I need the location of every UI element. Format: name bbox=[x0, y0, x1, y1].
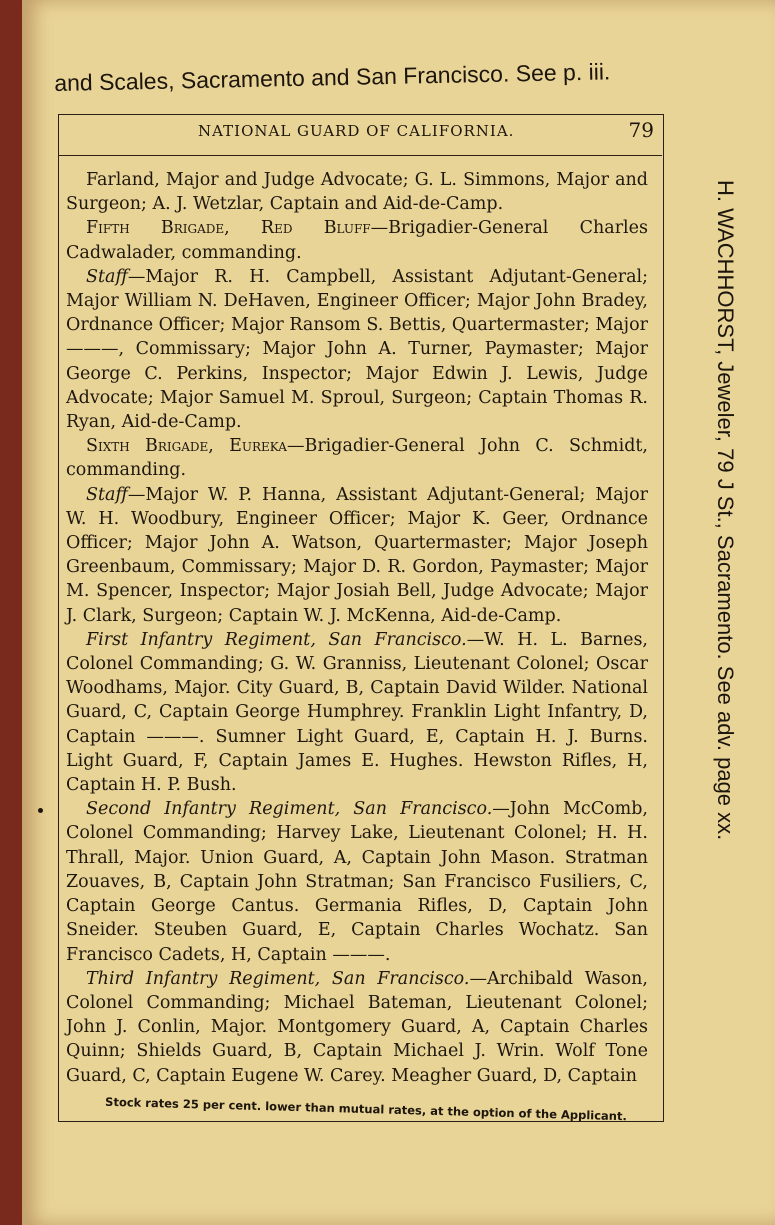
paragraph-text: —Brigadier-General Charles Cadwalader, commanding. bbox=[66, 218, 648, 263]
paragraph bbox=[66, 483, 648, 628]
paragraph bbox=[66, 797, 648, 966]
running-header bbox=[58, 118, 662, 148]
paragraph-text: —W. H. L. Barnes, Colonel Commanding; G. W. Granniss, Lieutenant Colonel; Oscar Woodhams, Major. City Guard, B, Captain David Wilder. National Guard, C, Captain George Humphrey. Franklin Light Infantry, D, Captain ———. Sumner Light Guard, E, Captain H. J. Burns. Light Guard, F, Captain James E. Hughes. Hewston Rifles, H, Captain H. P. Bush. bbox=[66, 629, 648, 796]
paragraph-heading: Sixth Brigade, Eureka bbox=[86, 436, 287, 457]
paragraph bbox=[66, 265, 648, 434]
paragraph-heading: Staff bbox=[86, 484, 128, 505]
ink-mark bbox=[38, 808, 43, 813]
paragraph-text: —Archibald Wason, Colonel Commanding; Michael Bateman, Lieutenant Colonel; John J. Conlin, Major. Montgomery Guard, A, Captain Charles Quinn; Shields Guard, B, Captain Michael J. Wrin. Wolf Tone Guard, C, Captain Eugene W. Carey. Meagher Guard, D, Captain bbox=[66, 968, 648, 1086]
paragraph bbox=[66, 434, 648, 482]
side-advertisement: H. WACHHORST, Jeweler, 79 J St., Sacramento. See adv. page xx. bbox=[713, 180, 738, 841]
paragraph-text: —Brigadier-General John C. Schmidt, commanding. bbox=[66, 436, 648, 481]
paragraph bbox=[66, 168, 648, 216]
paragraph-text: —Major W. P. Hanna, Assistant Adjutant-General; Major W. H. Woodbury, Engineer Officer; Major K. Geer, Ordnance Officer; Major John A. Watson, Quartermaster; Major Joseph Greenbaum, Commissary; Major D. R. Gordon, Paymaster; Major M. Spencer, Inspector; Major Josiah Bell, Judge Advocate; Major J. Clark, Surgeon; Captain W. J. McKenna, Aid-de-Camp. bbox=[66, 484, 648, 626]
page-number: 79 bbox=[628, 118, 654, 142]
paragraph bbox=[66, 216, 648, 264]
paragraph-text: —John McComb, Colonel Commanding; Harvey Lake, Lieutenant Colonel; H. H. Thrall, Major. Union Guard, A, Captain John Mason. Stratman Zouaves, B, Captain John Stratman; San Francisco Fusiliers, C, Captain George Cantus. Germania Rifles, D, Captain John Sneider. Steuben Guard, E, Captain Charles Wochatz. San Francisco Cadets, H, Captain ———. bbox=[66, 799, 648, 965]
paragraph-heading: Second Infantry Regiment, San Francisco. bbox=[86, 799, 493, 820]
paragraph-text: Farland, Major and Judge Advocate; G. L. Simmons, Major and Surgeon; A. J. Wetzlar, Captain and Aid-de-Camp. bbox=[66, 170, 648, 215]
body-text bbox=[66, 168, 648, 1088]
top-advertisement: and Scales, Sacramento and San Francisco. See p. iii. bbox=[54, 58, 611, 96]
paragraph-text: —Major R. H. Campbell, Assistant Adjutant-General; Major William N. DeHaven, Engineer Officer; Major John Bradey, Ordnance Officer; Major Ransom S. Bettis, Quartermaster; Major ———, Commissary; Major John A. Turner, Paymaster; Major George C. Perkins, Inspector; Major Edwin J. Lewis, Judge Advocate; Major Samuel M. Sproul, Surgeon; Captain Thomas R. Ryan, Aid-de-Camp. bbox=[66, 266, 648, 433]
paragraph-heading: Staff bbox=[86, 266, 128, 287]
paragraph bbox=[66, 967, 648, 1088]
paragraph bbox=[66, 628, 648, 797]
header-title: NATIONAL GUARD OF CALIFORNIA. bbox=[198, 122, 515, 140]
paragraph-heading: Fifth Brigade, Red Bluff bbox=[86, 218, 371, 239]
footer-note: Stock rates 25 per cent. lower than mutual rates, at the option of the Applicant. bbox=[104, 1094, 628, 1124]
paragraph-heading: First Infantry Regiment, San Francisco. bbox=[86, 629, 467, 650]
header-rule bbox=[58, 155, 662, 156]
paragraph-heading: Third Infantry Regiment, San Francisco. bbox=[86, 968, 470, 989]
